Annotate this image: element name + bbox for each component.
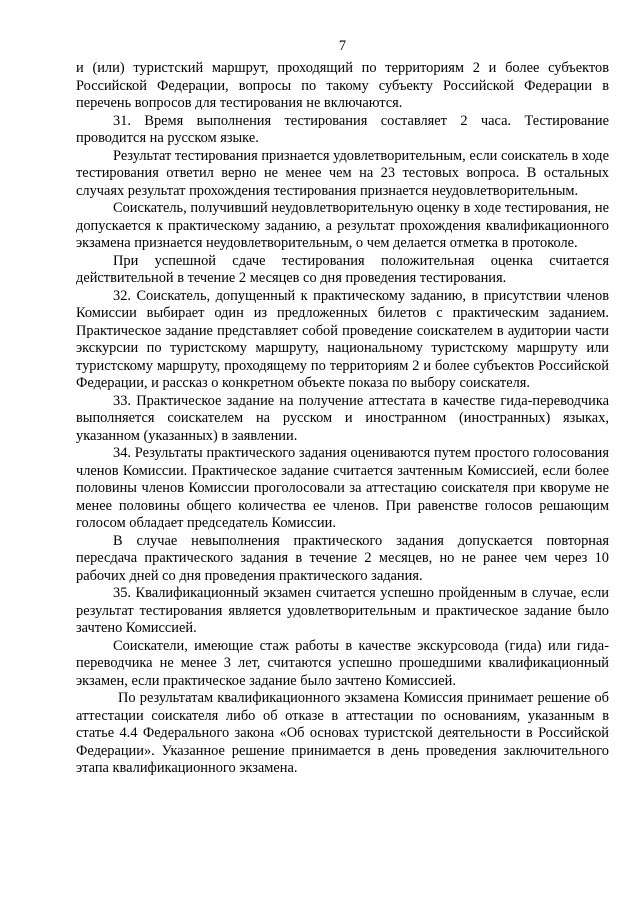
document-body: [76, 60, 609, 778]
paragraph-item-33: 33. Практическое задание на получение аттестата в качестве гида-переводчика выполняется соискателем на русском и иностранном (иностранных) языках, указанном (указанных) в заявлении.: [76, 392, 609, 444]
paragraph-item-32: 32. Соискатель, допущенный к практическому заданию, в присутствии членов Комиссии выбирает один из предложенных билетов с практическим заданием. Практическое задание представляет собой проведение соискателем в аудитории части экскурсии по туристскому маршруту, национальному туристскому маршруту или туристскому маршруту, проходящему по территориям 2 и более субъектов Российской Федерации, и рассказ о конкретном объекте показа по выбору соискателя.: [76, 287, 609, 391]
paragraph-item-34: 34. Результаты практического задания оцениваются путем простого голосования членов Комиссии. Практическое задание считается зачтенным Комиссией, если более половины членов Комиссии проголосовали за аттестацию соискателя при кворуме не менее половины общего количества ее членов. При равенстве голосов решающим голосом обладает председатель Комиссии.: [76, 445, 609, 531]
paragraph-test-fail: Соискатель, получивший неудовлетворительную оценку в ходе тестирования, не допускается к практическому заданию, а результат прохождения квалификационного экзамена признается неудовлетворительным, о чем делается отметка в протоколе.: [76, 200, 609, 251]
paragraph-experienced-candidates: Соискатели, имеющие стаж работы в качестве экскурсовода (гида) или гида-переводчика не менее 3 лет, считаются успешно прошедшими квалификационный экзамен, если практическое задание было зачтено Комиссией.: [76, 637, 609, 689]
paragraph-item-35: 35. Квалификационный экзамен считается успешно пройденным в случае, если результат тестирования является удовлетворительным и практическое задание было зачтено Комиссией.: [76, 585, 609, 636]
paragraph-commission-decision: По результатам квалификационного экзамена Комиссия принимает решение об аттестации соискателя либо об отказе в аттестации по основаниям, указанным в статье 4.4 Федерального закона «Об основах туристской деятельности в Российской Федерации». Указанное решение принимается в день проведения заключительного этапа квалификационного экзамена.: [76, 690, 609, 776]
paragraph-retake: В случае невыполнения практического задания допускается повторная пересдача практического задания в течение 2 месяцев, но не ранее чем через 10 рабочих дней со дня проведения практического задания.: [76, 532, 609, 584]
paragraph-continuation: и (или) туристский маршрут, проходящий по территориям 2 и более субъектов Российской Федерации, вопросы по такому субъекту Российской Федерации в перечень вопросов для тестирования не включаются.: [76, 60, 609, 111]
page-number: 7: [338, 38, 347, 54]
paragraph-test-validity: При успешной сдаче тестирования положительная оценка считается действительной в течение 2 месяцев со дня проведения тестирования.: [76, 252, 609, 286]
paragraph-test-result: Результат тестирования признается удовлетворительным, если соискатель в ходе тестирования ответил верно не менее чем на 23 тестовых вопроса. В остальных случаях результат прохождения тестирования признается неудовлетворительным.: [76, 147, 609, 199]
paragraph-item-31: 31. Время выполнения тестирования составляет 2 часа. Тестирование проводится на русском языке.: [76, 112, 609, 146]
